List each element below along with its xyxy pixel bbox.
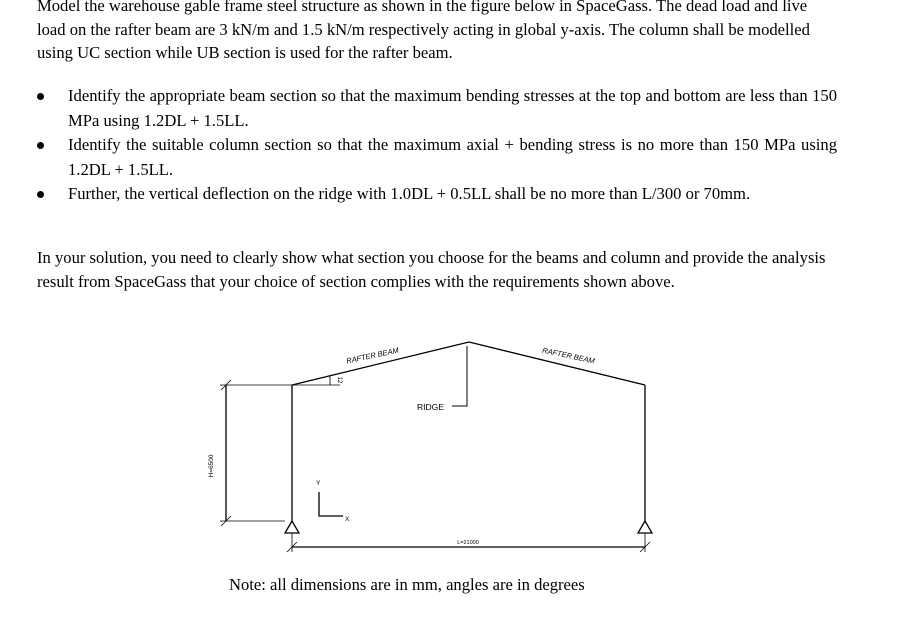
height-dimension-label: H=6500 bbox=[208, 454, 215, 478]
span-dimension-label: L=21000 bbox=[457, 540, 479, 546]
right-pin-support-icon bbox=[638, 521, 652, 533]
angle-label: 12 bbox=[336, 376, 342, 384]
left-rafter-label: RAFTER BEAM bbox=[345, 345, 400, 366]
requirement-text: Identify the suitable column section so that the maximum axial + bending stress is no more than 150 MPa using 1.2DL + 1.5LL. bbox=[68, 135, 837, 179]
requirement-text: Identify the appropriate beam section so that the maximum bending stresses at the top and bottom are less than 150 MPa using 1.2DL + 1.5LL. bbox=[68, 86, 837, 130]
axis-y-label: Y bbox=[316, 480, 321, 487]
axis-x-label: X bbox=[345, 516, 350, 523]
left-pin-support-icon bbox=[285, 521, 299, 533]
note-text: Note: all dimensions are in mm, angles are in degrees bbox=[229, 575, 585, 594]
solution-paragraph: In your solution, you need to clearly show what section you choose for the beams and column and provide the analysis result from SpaceGass that your choice of section complies with the requirements shown above. bbox=[37, 248, 826, 291]
ridge-leader-line bbox=[452, 346, 467, 406]
requirement-text: Further, the vertical deflection on the ridge with 1.0DL + 0.5LL shall be no more than L/300 or 70mm. bbox=[68, 184, 751, 204]
ridge-label: RIDGE bbox=[417, 402, 444, 412]
axis-icon bbox=[319, 492, 343, 516]
right-rafter-label: RAFTER BEAM bbox=[541, 345, 596, 366]
intro-paragraph: Model the warehouse gable frame steel structure as shown in the figure below in SpaceGass. The dead load and live load on the rafter beam are 3 kN/m and 1.5 kN/m respectively acting in global y-axis. The column shall be modelled using UC section while UB section is used for the rafter beam. bbox=[37, 0, 810, 63]
